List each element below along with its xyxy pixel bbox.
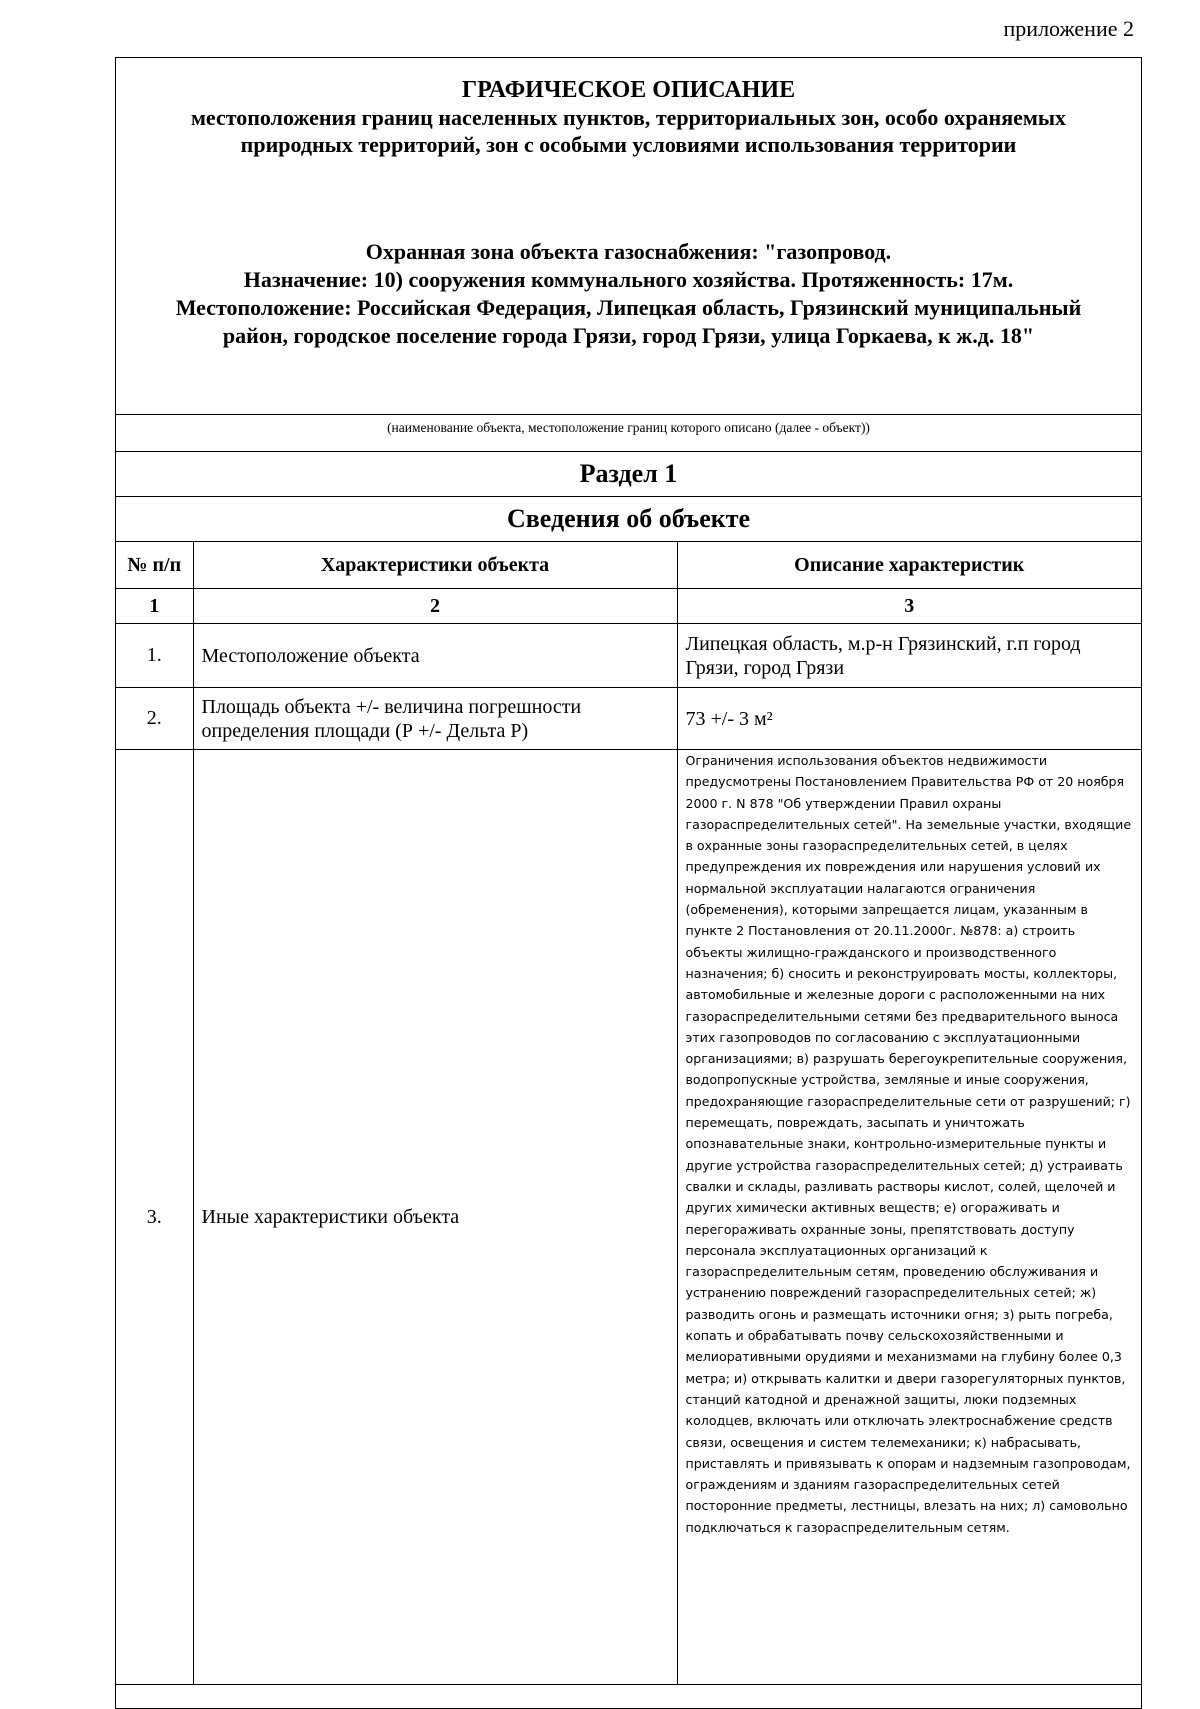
document-frame — [115, 57, 1142, 1709]
row-description: Липецкая область, м.р-н Грязинский, г.п город Грязи, город Грязи — [677, 624, 1141, 688]
object-caption: (наименование объекта, местоположение границ которого описано (далее - объект)) — [116, 415, 1141, 452]
object-info-table — [116, 542, 1141, 1685]
table-row — [116, 750, 1141, 1685]
object-line: Охранная зона объекта газоснабжения: "газопровод. — [365, 239, 892, 264]
row-characteristic: Площадь объекта +/- величина погрешности определения площади (Р +/- Дельта Р) — [193, 688, 677, 750]
row-number: 1. — [116, 624, 193, 688]
object-description — [116, 238, 1141, 350]
table-header-row — [116, 542, 1141, 589]
appendix-label: приложение 2 — [1003, 16, 1134, 41]
column-number-row — [116, 589, 1141, 624]
header-block — [116, 58, 1141, 415]
column-number: 2 — [193, 589, 677, 624]
section-number: Раздел 1 — [116, 452, 1141, 497]
section-title: Сведения об объекте — [116, 497, 1141, 542]
table-row — [116, 688, 1141, 750]
document-title: ГРАФИЧЕСКОЕ ОПИСАНИЕ — [461, 77, 796, 103]
column-header-num: № п/п — [116, 542, 193, 589]
table-row — [116, 624, 1141, 688]
object-line: Местоположение: Российская Федерация, Липецкая область, Грязинский муниципальный — [175, 295, 1082, 320]
row-number: 2. — [116, 688, 193, 750]
row-characteristic: Иные характеристики объекта — [193, 750, 677, 1685]
column-header-description: Описание характеристик — [677, 542, 1141, 589]
object-line: район, городское поселение города Грязи, город Грязи, улица Горкаева, к ж.д. 18" — [222, 323, 1035, 348]
column-header-characteristic: Характеристики объекта — [193, 542, 677, 589]
row-characteristic: Местоположение объекта — [193, 624, 677, 688]
column-number: 3 — [677, 589, 1141, 624]
row-description: 73 +/- 3 м² — [677, 688, 1141, 750]
object-line: Назначение: 10) сооружения коммунального хозяйства. Протяженность: 17м. — [243, 267, 1014, 292]
document-subtitle: местоположения границ населенных пунктов, территориальных зон, особо охраняемых природных территорий, зон с особыми условиями использования территории — [190, 105, 1067, 157]
column-number: 1 — [116, 589, 193, 624]
row-description: Ограничения использования объектов недвижимости предусмотрены Постановлением Правительства РФ от 20 ноября 2000 г. N 878 "Об утверждении Правил охраны газораспределительных сетей". На земельные участки, входящие в охранные зоны газораспределительных сетей, в целях предупреждения их повреждения или нарушения условий их нормальной эксплуатации налагаются ограничения (обременения), которыми запрещается лицам, указанным в пункте 2 Постановления от 20.11.2000г. №878: а) строить объекты жилищно-гражданского и производственного назначения; б) сносить и реконструировать мосты, коллекторы, автомобильные и железные дороги с расположенными на них газораспределительными сетями без предварительного выноса этих газопроводов по согласованию с эксплуатационными организациями; в) разрушать берегоукрепительные сооружения, водопропускные устройства, земляные и иные сооружения, предохраняющие газораспределительные сети от разрушений; г) перемещать, повреждать, засыпать и уничтожать опознавательные знаки, контрольно-измерительные пункты и другие устройства газораспределительных сетей; д) устраивать свалки и склады, разливать растворы кислот, солей, щелочей и других химически активных веществ; е) огораживать и перегораживать охранные зоны, препятствовать доступу персонала эксплуатационных организаций к газораспределительным сетям, проведению обслуживания и устранению повреждений газораспределительных сетей; ж) разводить огонь и размещать источники огня; з) рыть погреба, копать и обрабатывать почву сельскохозяйственными и мелиоративными орудиями и механизмами на глубину более 0,3 метра; и) открывать калитки и двери газорегуляторных пунктов, станций катодной и дренажной защиты, люки подземных колодцев, включать или отключать электроснабжение средств связи, освещения и систем телемеханики; к) набрасывать, приставлять и привязывать к опорам и надземным газопроводам, ограждениям и зданиям газораспределительных сетей посторонние предметы, лестницы, влезать на них; л) самовольно подключаться к газораспределительным сетям. — [677, 750, 1141, 1685]
row-number: 3. — [116, 750, 193, 1685]
